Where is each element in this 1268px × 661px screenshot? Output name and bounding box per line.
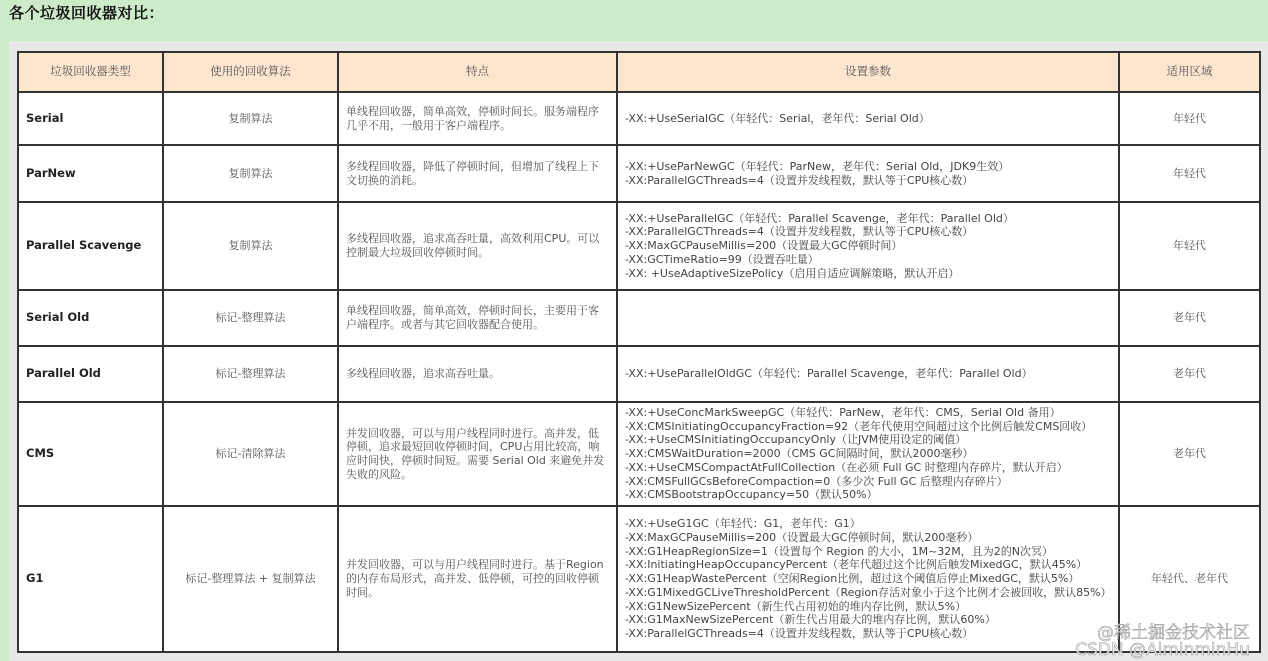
param-line: -XX:+UseCMSCompactAtFullCollection（在必须 Full GC 时整理内存碎片，默认开启）: [625, 460, 1068, 474]
param-line: -XX:+UseConcMarkSweepGC（年轻代：ParNew，老年代：CMS，Serial Old 备用）: [625, 406, 1061, 420]
collector-name: Serial: [18, 92, 163, 145]
param-line: -XX:ParallelGCThreads=4（设置并发线程数，默认等于CPU核心数）: [625, 626, 974, 640]
header-area: 适用区域: [1119, 52, 1260, 92]
table-row: [18, 346, 1260, 402]
collector-features: 单线程回收器，简单高效，停顿时间长。服务端程序几乎不用，一般用于客户端程序。: [338, 92, 617, 145]
param-line: -XX:CMSBootstrapOccupancy=50（默认50%）: [625, 488, 878, 502]
param-line: -XX:+UseSerialGC（年轻代：Serial，老年代：Serial Old）: [625, 111, 930, 125]
collector-params: [617, 402, 1119, 506]
param-line: -XX:ParallelGCThreads=4（设置并发线程数，默认等于CPU核心数）: [625, 225, 974, 239]
watermark-line-1: @稀土掘金技术社区: [1097, 623, 1250, 643]
param-line: -XX:G1HeapWastePercent（空闲Region比例，超过这个阈值后停止MixedGC，默认5%）: [625, 572, 1080, 586]
collector-area: 老年代: [1119, 290, 1260, 346]
gc-comparison-table: [17, 51, 1261, 653]
param-line: -XX:ParallelGCThreads=4（设置并发线程数，默认等于CPU核心数）: [625, 173, 974, 187]
collector-name: G1: [18, 506, 163, 652]
collector-params: [617, 290, 1119, 346]
collector-features: 多线程回收器，追求高吞吐量。: [338, 346, 617, 402]
collector-area: 老年代: [1119, 346, 1260, 402]
collector-name: Parallel Old: [18, 346, 163, 402]
param-line: -XX:+UseParallelGC（年轻代：Parallel Scavenge，老年代：Parallel Old）: [625, 211, 1014, 225]
collector-area: 年轻代: [1119, 145, 1260, 202]
header-collector-type: 垃圾回收器类型: [18, 52, 163, 92]
param-line: -XX:CMSWaitDuration=2000（CMS GC间隔时间，默认2000毫秒）: [625, 447, 974, 461]
table-row: [18, 506, 1260, 652]
param-line: -XX:G1HeapRegionSize=1（设置每个 Region 的大小，1M~32M，且为2的N次冥）: [625, 544, 1054, 558]
param-line: -XX:MaxGCPauseMillis=200（设置最大GC停顿时间）: [625, 239, 903, 253]
collector-area: 年轻代、老年代: [1119, 506, 1260, 652]
collector-area: 年轻代: [1119, 202, 1260, 290]
param-line: -XX:CMSFullGCsBeforeCompaction=0（多少次 Full GC 后整理内存碎片）: [625, 474, 1008, 488]
collector-name: Serial Old: [18, 290, 163, 346]
table-header-row: [18, 52, 1260, 92]
collector-name: CMS: [18, 402, 163, 506]
collector-area: 年轻代: [1119, 92, 1260, 145]
collector-name: Parallel Scavenge: [18, 202, 163, 290]
watermark-line-2: CSDN @AlminminHu: [1075, 640, 1250, 660]
collector-features: 并发回收器，可以与用户线程同时进行。高并发，低停顿，追求最短回收停顿时间，CPU占用比较高，响应时间快，停顿时间短。需要 Serial Old 来避免并发失败的风险。: [338, 402, 617, 506]
header-algorithm: 使用的回收算法: [163, 52, 338, 92]
param-line: -XX: +UseAdaptiveSizePolicy（启用自适应调解策略，默认开启）: [625, 266, 960, 280]
watermark: [1075, 625, 1250, 659]
collector-features: 单线程回收器，简单高效，停顿时间长，主要用于客户端程序。或者与其它回收器配合使用。: [338, 290, 617, 346]
collector-params: [617, 506, 1119, 652]
param-line: -XX:+UseG1GC（年轻代：G1，老年代：G1）: [625, 517, 861, 531]
collector-algorithm: 复制算法: [163, 202, 338, 290]
param-line: -XX:InitiatingHeapOccupancyPercent（老年代超过这个比例后触发MixedGC，默认45%）: [625, 558, 1088, 572]
collector-params: [617, 145, 1119, 202]
collector-params: [617, 202, 1119, 290]
table-row: [18, 402, 1260, 506]
table-row: [18, 290, 1260, 346]
collector-algorithm: 标记-整理算法: [163, 346, 338, 402]
param-line: -XX:GCTimeRatio=99（设置吞吐量）: [625, 252, 819, 266]
collector-algorithm: 复制算法: [163, 145, 338, 202]
param-line: -XX:+UseCMSInitiatingOccupancyOnly（让JVM使用设定的阈值）: [625, 433, 967, 447]
param-line: -XX:CMSInitiatingOccupancyFraction=92（老年代使用空间超过这个比例后触发CMS回收）: [625, 419, 1093, 433]
collector-algorithm: 复制算法: [163, 92, 338, 145]
param-line: -XX:G1NewSizePercent（新生代占用初始的堆内存比例，默认5%）: [625, 599, 967, 613]
collector-params: [617, 346, 1119, 402]
table-row: [18, 145, 1260, 202]
header-features: 特点: [338, 52, 617, 92]
param-line: -XX:+UseParallelOldGC（年轻代：Parallel Scavenge，老年代：Parallel Old）: [625, 367, 1033, 381]
table-row: [18, 202, 1260, 290]
collector-features: 多线程回收器，追求高吞吐量，高效利用CPU。可以控制最大垃圾回收停顿时间。: [338, 202, 617, 290]
param-line: -XX:G1MaxNewSizePercent（新生代占用最大的堆内存比例，默认60%）: [625, 613, 996, 627]
collector-name: ParNew: [18, 145, 163, 202]
collector-features: 并发回收器，可以与用户线程同时进行。基于Region的内存布局形式，高并发、低停顿，可控的回收停顿时间。: [338, 506, 617, 652]
collector-algorithm: 标记-整理算法 + 复制算法: [163, 506, 338, 652]
collector-features: 多线程回收器，降低了停顿时间，但增加了线程上下文切换的消耗。: [338, 145, 617, 202]
collector-algorithm: 标记-清除算法: [163, 402, 338, 506]
collector-area: 老年代: [1119, 402, 1260, 506]
collector-algorithm: 标记-整理算法: [163, 290, 338, 346]
param-line: -XX:MaxGCPauseMillis=200（设置最大GC停顿时间，默认200毫秒）: [625, 531, 979, 545]
param-line: -XX:+UseParNewGC（年轻代：ParNew，老年代：Serial Old，JDK9生效）: [625, 159, 1010, 173]
param-line: -XX:G1MixedGCLiveThresholdPercent（Region存活对象小于这个比例才会被回收，默认85%）: [625, 585, 1112, 599]
header-params: 设置参数: [617, 52, 1119, 92]
table-row: [18, 92, 1260, 145]
page-heading: 各个垃圾回收器对比：: [9, 4, 165, 22]
collector-params: [617, 92, 1119, 145]
